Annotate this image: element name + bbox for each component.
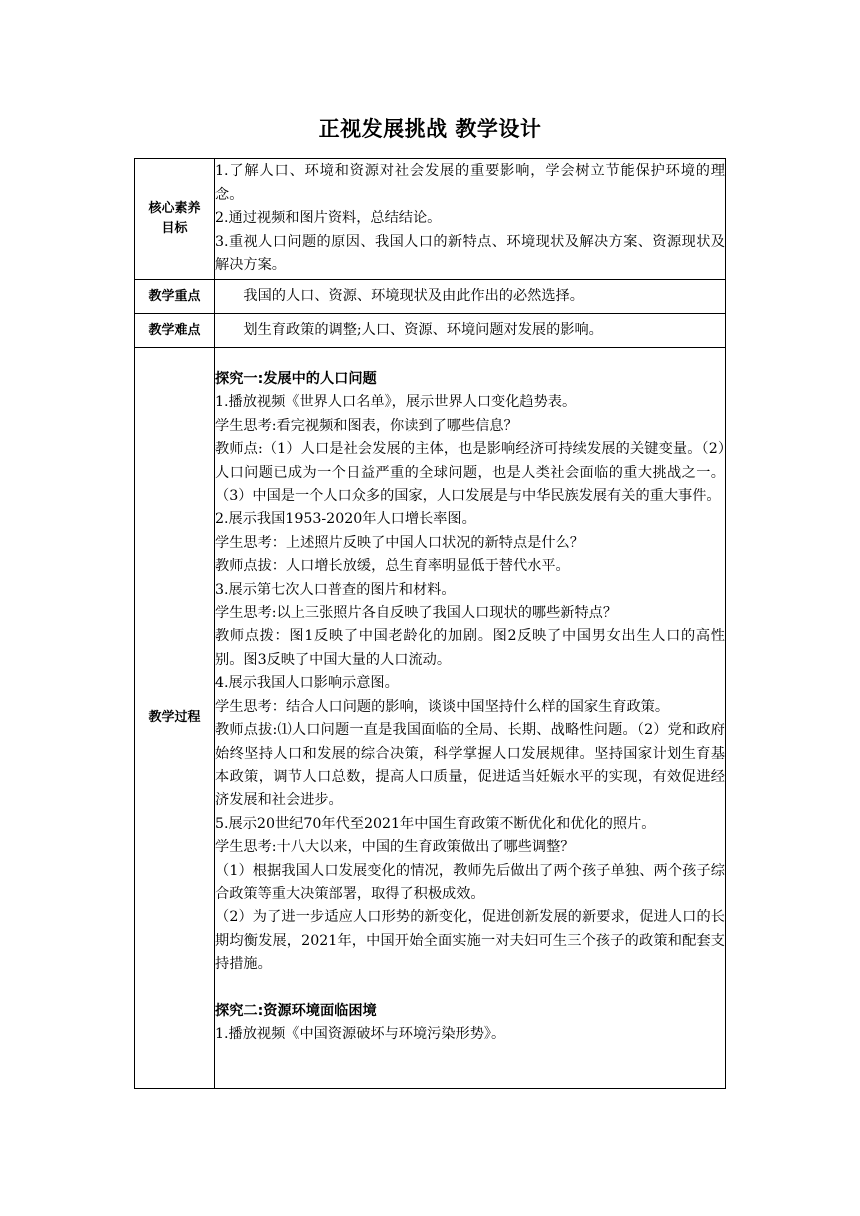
process-paragraph: 1.播放视频《中国资源破坏与环境污染形势》。 — [215, 1026, 506, 1043]
process-paragraph: 教师点拔：人口增长放缓，总生育率明显低于替代水平。 — [215, 558, 570, 575]
core-goal-item: 1.了解人口、环境和资源对社会发展的重要影响，学会树立节能保护环境的理念。 — [215, 163, 725, 203]
row-label-line: 核心素养 — [148, 201, 201, 216]
row-label-core-goals — [135, 159, 215, 280]
page-title: 正视发展挑战 教学设计 — [318, 117, 542, 141]
blank-line — [215, 977, 725, 1000]
process-paragraph: 学生思考:十八大以来，中国的生育政策做出了哪些调整？ — [215, 839, 575, 856]
lesson-plan-table — [134, 158, 726, 1089]
process-paragraph: 教师点拨：图1反映了中国老龄化的加剧。图2反映了中国男女出生人口的高性别。图3反映了中国大量的人口流动。 — [215, 628, 725, 668]
process-paragraph: （1）根据我国人口发展变化的情况，教师先后做出了两个孩子单独、两个孩子综合政策等重大决策部署，取得了积极成效。 — [215, 862, 725, 902]
teaching-focus-content — [215, 280, 726, 314]
table-row-teaching-focus — [135, 280, 726, 314]
section-heading-resources: 探究二:资源环境面临困境 — [215, 1002, 377, 1019]
process-paragraph: 1.播放视频《世界人口名单》，展示世界人口变化趋势表。 — [215, 394, 577, 411]
teaching-focus-text: 我国的人口、资源、环境现状及由此作出的必然选择。 — [243, 287, 584, 304]
process-paragraph: 教师点拔:⑴人口问题一直是我国面临的全局、长期、战略性问题。（2）党和政府始终坚持人口和发展的综合决策，科学掌握人口发展规律。坚持国家计划生育基本政策，调节人口总数，提高人口质量，促进适当妊娠水平的实现，有效促进经济发展和社会进步。 — [215, 722, 725, 809]
process-paragraph: 教师点:（1）人口是社会发展的主体，也是影响经济可持续发展的关键变量。（2）人口问题已成为一个日益严重的全球问题，也是人类社会面临的重大挑战之一。（3）中国是一个人口众多的国家，人口发展是与中华民族发展有关的重大事件。 — [215, 441, 725, 505]
row-label-teaching-difficulty: 教学难点 — [135, 314, 215, 348]
row-label-teaching-focus: 教学重点 — [135, 280, 215, 314]
core-goal-item: 2.通过视频和图片资料，总结结论。 — [215, 210, 442, 227]
process-paragraph: 2.展示我国1953-2020年人口增长率图。 — [215, 511, 476, 528]
process-paragraph: 学生思考:以上三张照片各自反映了我国人口现状的哪些新特点？ — [215, 605, 618, 622]
process-paragraph: 学生思考：上述照片反映了中国人口状况的新特点是什么？ — [215, 534, 584, 551]
process-paragraph: 4.展示我国人口影响示意图。 — [215, 675, 399, 692]
process-paragraph: 学生思考：结合人口问题的影响，谈谈中国坚持什么样的国家生育政策。 — [215, 698, 670, 715]
row-label-teaching-process: 教学过程 — [135, 348, 215, 1089]
process-paragraph: 3.展示第七次人口普查的图片和材料。 — [215, 581, 456, 598]
core-goals-content — [215, 159, 726, 280]
process-paragraph: 5.展示20世纪70年代至2021年中国生育政策不断优化和优化的照片。 — [215, 815, 656, 832]
teaching-process-content — [215, 348, 726, 1089]
teaching-difficulty-text: 划生育政策的调整;人口、资源、环境问题对发展的影响。 — [243, 321, 603, 338]
row-label-line: 目标 — [161, 221, 188, 236]
core-goal-item: 3.重视人口问题的原因、我国人口的新特点、环境现状及解决方案、资源现状及解决方案。 — [215, 233, 725, 274]
table-row-core-goals — [135, 159, 726, 280]
table-row-teaching-difficulty — [135, 314, 726, 348]
process-paragraph: 学生思考:看完视频和图表，你读到了哪些信息？ — [215, 417, 518, 434]
section-heading-population: 探究一:发展中的人口问题 — [215, 371, 377, 387]
table-row-teaching-process — [135, 348, 726, 1089]
process-paragraph: （2）为了进一步适应人口形势的新变化，促进创新发展的新要求，促进人口的长期均衡发展，2021年，中国开始全面实施一对夫妇可生三个孩子的政策和配套支持措施。 — [215, 909, 725, 973]
teaching-difficulty-content — [215, 314, 726, 348]
